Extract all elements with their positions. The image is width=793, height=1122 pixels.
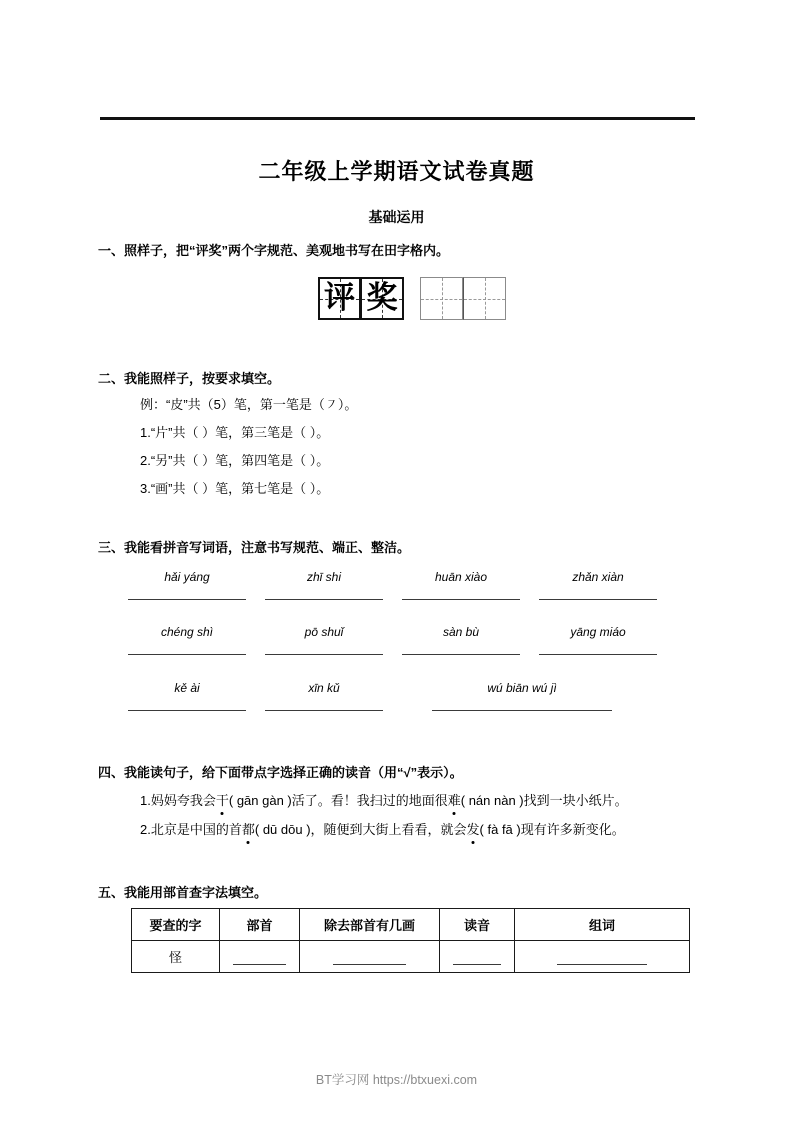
question-2-heading: 二、我能照样子，按要求填空。	[98, 371, 281, 386]
answer-rule	[453, 964, 502, 965]
sentence-number: 2.	[140, 822, 151, 837]
emphasized-char: 都	[242, 819, 255, 838]
question-1-heading: 一、照样子，把“评奖”两个字规范、美观地书写在田字格内。	[98, 243, 450, 258]
answer-rule	[265, 599, 383, 600]
pinyin-text: kě ài	[174, 681, 200, 695]
answer-rule	[128, 599, 246, 600]
table-row	[132, 941, 690, 973]
pinyin-text: chéng shì	[160, 625, 214, 639]
pinyin-text: wú biān wú jì	[487, 681, 557, 695]
emphasized-char: 干	[216, 790, 229, 809]
column-header: 部首	[220, 909, 300, 941]
answer-rule	[128, 654, 246, 655]
pinyin-text: zhī shi	[306, 570, 341, 584]
tianzige-blank-cell[interactable]	[420, 277, 463, 320]
pinyin-text: hǎi yáng	[164, 570, 210, 584]
word-formation-answer-cell[interactable]	[515, 941, 690, 973]
stroke-count-answer-cell[interactable]	[300, 941, 440, 973]
question-2-example: 例：“皮”共（5）笔，第一笔是（㇇）。	[140, 397, 358, 412]
page-subtitle: 基础运用	[368, 209, 425, 225]
column-header: 要查的字	[132, 909, 220, 941]
answer-rule	[402, 599, 520, 600]
sentence-part: ( nán nàn )找到一块小纸片。	[460, 793, 628, 808]
column-header: 读音	[440, 909, 515, 941]
answer-rule	[402, 654, 520, 655]
page-title: 二年级上学期语文试卷真题	[258, 159, 535, 184]
header-rule	[100, 117, 695, 120]
column-header: 除去部首有几画	[300, 909, 440, 941]
pinyin-text: pō shuǐ	[304, 625, 344, 639]
sentence-part: 妈妈夸我会	[150, 793, 216, 808]
sentence-part: 北京是中国的首	[150, 822, 242, 837]
radical-lookup-table	[131, 908, 690, 973]
sentence-number: 1.	[140, 793, 151, 808]
sentence-part: ( dū dōu )，随便到大街上看看，就会	[254, 822, 467, 837]
tianzige-answer-grid[interactable]	[420, 277, 506, 320]
lookup-char-cell: 怪	[132, 941, 220, 973]
radical-answer-cell[interactable]	[220, 941, 300, 973]
sample-char: 评	[324, 280, 355, 316]
tianzige-cell	[318, 277, 361, 320]
sentence-part: ( fà fā )现有许多新变化。	[479, 822, 625, 837]
question-3-heading: 三、我能看拼音写词语，注意书写规范、端正、整洁。	[98, 540, 411, 555]
emphasized-char: 发	[467, 819, 480, 838]
pinyin-text: zhǎn xiàn	[572, 570, 624, 584]
pronunciation-answer-cell[interactable]	[440, 941, 515, 973]
emphasized-char: 难	[448, 790, 461, 809]
answer-rule	[233, 964, 285, 965]
sample-char: 奖	[366, 280, 398, 316]
question-2-item[interactable]: 3.“画”共（ ）笔，第七笔是（ ）。	[140, 481, 330, 496]
question-2-item[interactable]: 2.“另”共（ ）笔，第四笔是（ ）。	[140, 453, 330, 468]
question-5-heading: 五、我能用部首查字法填空。	[98, 885, 268, 900]
sentence-part: ( gān gàn )活了。看！我扫过的地面很	[228, 793, 448, 808]
answer-rule	[432, 710, 612, 711]
question-4-sentence[interactable]	[140, 790, 628, 809]
answer-rule	[539, 599, 657, 600]
table-header-row	[132, 909, 690, 941]
tianzige-cell	[361, 277, 404, 320]
answer-rule	[539, 654, 657, 655]
answer-rule	[265, 710, 383, 711]
answer-rule	[557, 964, 647, 965]
question-4-sentence[interactable]	[140, 819, 625, 838]
pinyin-text: xīn kǔ	[308, 681, 340, 695]
pinyin-text: yāng miáo	[570, 625, 626, 639]
tianzige-sample-grid	[318, 277, 404, 320]
question-4-heading: 四、我能读句子，给下面带点字选择正确的读音（用“√”表示）。	[98, 765, 463, 780]
column-header: 组词	[515, 909, 690, 941]
answer-rule	[128, 710, 246, 711]
pinyin-text: sàn bù	[442, 625, 480, 639]
answer-rule	[265, 654, 383, 655]
tianzige-blank-cell[interactable]	[463, 277, 506, 320]
answer-rule	[333, 964, 405, 965]
question-2-item[interactable]: 1.“片”共（ ）笔，第三笔是（ ）。	[140, 425, 330, 440]
footer-watermark: BT学习网 https://btxuexi.com	[315, 1073, 478, 1087]
pinyin-text: huān xiào	[434, 570, 488, 584]
